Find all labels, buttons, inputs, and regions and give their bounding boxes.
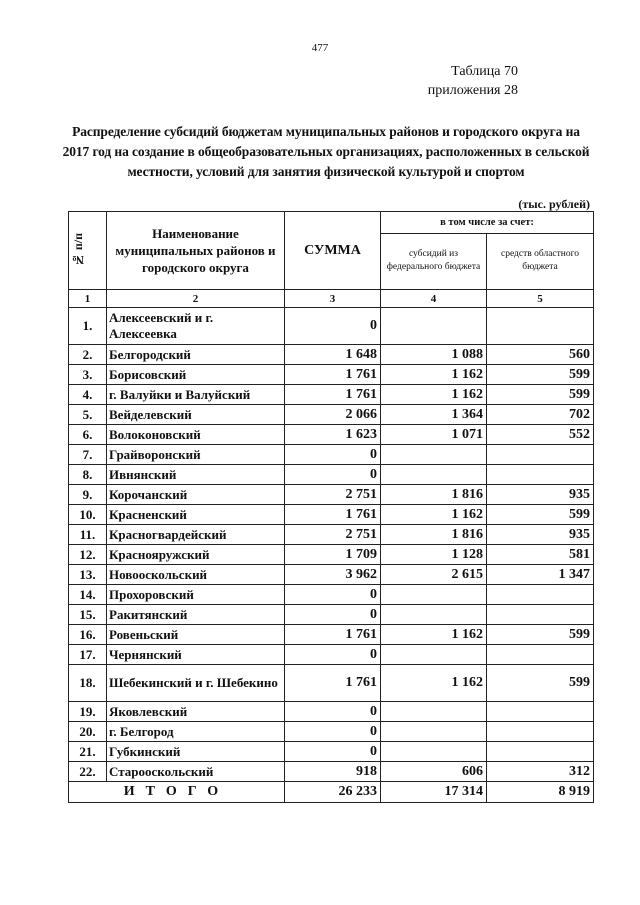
- row-number: 12.: [69, 545, 107, 565]
- row-number: 4.: [69, 385, 107, 405]
- row-number: 1.: [69, 308, 107, 345]
- row-number: 10.: [69, 505, 107, 525]
- header-federal: субсидий из федерального бюджета: [381, 233, 487, 289]
- regional-value: 935: [487, 485, 594, 505]
- federal-value: [381, 645, 487, 665]
- sum-value: 1 648: [285, 345, 381, 365]
- district-name: Вейделевский: [107, 405, 285, 425]
- district-name: г. Белгород: [107, 722, 285, 742]
- district-name: Красногвардейский: [107, 525, 285, 545]
- row-number: 21.: [69, 742, 107, 762]
- federal-value: 1 162: [381, 665, 487, 702]
- federal-value: [381, 465, 487, 485]
- federal-value: [381, 722, 487, 742]
- table-row: [69, 762, 594, 782]
- sum-value: 0: [285, 605, 381, 625]
- row-number: 8.: [69, 465, 107, 485]
- regional-value: 560: [487, 345, 594, 365]
- sum-value: 1 761: [285, 365, 381, 385]
- row-number: 11.: [69, 525, 107, 545]
- district-name: Новооскольский: [107, 565, 285, 585]
- sum-value: 2 066: [285, 405, 381, 425]
- district-name: Алексеевский и г. Алексеевка: [107, 308, 285, 345]
- table-row: [69, 742, 594, 762]
- sum-value: 0: [285, 445, 381, 465]
- sum-value: 1 761: [285, 665, 381, 702]
- row-number: 14.: [69, 585, 107, 605]
- subsidy-table: [68, 211, 594, 803]
- table-row: [69, 702, 594, 722]
- table-row: [69, 665, 594, 702]
- sum-value: 3 962: [285, 565, 381, 585]
- header-sum: СУММА: [285, 212, 381, 290]
- district-name: Корочанский: [107, 485, 285, 505]
- federal-value: 1 162: [381, 365, 487, 385]
- federal-value: 1 162: [381, 505, 487, 525]
- regional-value: 935: [487, 525, 594, 545]
- sum-value: 0: [285, 742, 381, 762]
- sum-value: 1 623: [285, 425, 381, 445]
- district-name: Чернянский: [107, 645, 285, 665]
- regional-value: [487, 702, 594, 722]
- row-number: 5.: [69, 405, 107, 425]
- regional-value: 599: [487, 665, 594, 702]
- table-row: [69, 525, 594, 545]
- table-row: [69, 405, 594, 425]
- total-row: [69, 782, 594, 803]
- regional-value: [487, 605, 594, 625]
- column-number: 5: [487, 290, 594, 308]
- total-label: ИТОГО: [69, 782, 285, 803]
- row-number: 17.: [69, 645, 107, 665]
- table-row: [69, 445, 594, 465]
- row-number: 7.: [69, 445, 107, 465]
- column-numbers-row: [69, 290, 594, 308]
- district-name: Краснояружский: [107, 545, 285, 565]
- table-row: [69, 365, 594, 385]
- federal-value: 1 071: [381, 425, 487, 445]
- header-number-label: № п/п: [71, 233, 85, 268]
- district-name: г. Валуйки и Валуйский: [107, 385, 285, 405]
- sum-value: 0: [285, 702, 381, 722]
- table-row: [69, 505, 594, 525]
- regional-value: [487, 722, 594, 742]
- appendix-reference: приложения 28: [427, 83, 518, 98]
- row-number: 15.: [69, 605, 107, 625]
- sum-value: 1 761: [285, 625, 381, 645]
- sum-value: 0: [285, 585, 381, 605]
- row-number: 16.: [69, 625, 107, 645]
- row-number: 9.: [69, 485, 107, 505]
- table-row: [69, 465, 594, 485]
- sum-value: 0: [285, 308, 381, 345]
- total-sum: 26 233: [285, 782, 381, 803]
- district-name: Губкинский: [107, 742, 285, 762]
- sum-value: 2 751: [285, 525, 381, 545]
- district-name: Красненский: [107, 505, 285, 525]
- row-number: 19.: [69, 702, 107, 722]
- regional-value: 599: [487, 505, 594, 525]
- regional-value: 599: [487, 385, 594, 405]
- total-regional: 8 919: [487, 782, 594, 803]
- sum-value: 1 709: [285, 545, 381, 565]
- units-label: (тыс. рублей): [518, 197, 590, 211]
- table-row: [69, 605, 594, 625]
- regional-value: 581: [487, 545, 594, 565]
- regional-value: [487, 465, 594, 485]
- table-row: [69, 645, 594, 665]
- federal-value: [381, 585, 487, 605]
- sum-value: 0: [285, 722, 381, 742]
- regional-value: [487, 445, 594, 465]
- district-name: Волоконовский: [107, 425, 285, 445]
- district-name: Ивнянский: [107, 465, 285, 485]
- district-name: Ракитянский: [107, 605, 285, 625]
- row-number: 3.: [69, 365, 107, 385]
- table-row: [69, 485, 594, 505]
- sum-value: 0: [285, 465, 381, 485]
- table-row: [69, 308, 594, 345]
- federal-value: 1 088: [381, 345, 487, 365]
- table-row: [69, 385, 594, 405]
- column-number: 1: [69, 290, 107, 308]
- table-row: [69, 625, 594, 645]
- regional-value: 552: [487, 425, 594, 445]
- district-name: Яковлевский: [107, 702, 285, 722]
- row-number: 6.: [69, 425, 107, 445]
- federal-value: 606: [381, 762, 487, 782]
- regional-value: [487, 585, 594, 605]
- sum-value: 1 761: [285, 505, 381, 525]
- regional-value: 599: [487, 625, 594, 645]
- regional-value: 599: [487, 365, 594, 385]
- federal-value: [381, 308, 487, 345]
- federal-value: 2 615: [381, 565, 487, 585]
- table-reference: Таблица 70: [451, 64, 518, 79]
- federal-value: 1 162: [381, 385, 487, 405]
- sum-value: 918: [285, 762, 381, 782]
- district-name: Ровеньский: [107, 625, 285, 645]
- federal-value: [381, 742, 487, 762]
- federal-value: 1 162: [381, 625, 487, 645]
- district-name: Прохоровский: [107, 585, 285, 605]
- regional-value: 702: [487, 405, 594, 425]
- district-name: Старооскольский: [107, 762, 285, 782]
- regional-value: [487, 742, 594, 762]
- row-number: 13.: [69, 565, 107, 585]
- table-row: [69, 722, 594, 742]
- federal-value: 1 364: [381, 405, 487, 425]
- column-number: 2: [107, 290, 285, 308]
- federal-value: [381, 702, 487, 722]
- header-name: Наименование муниципальных районов и городского округа: [107, 212, 285, 290]
- regional-value: 1 347: [487, 565, 594, 585]
- sum-value: 2 751: [285, 485, 381, 505]
- header-number: [69, 212, 107, 290]
- column-number: 4: [381, 290, 487, 308]
- header-regional: средств областного бюджета: [487, 233, 594, 289]
- table-row: [69, 565, 594, 585]
- federal-value: 1 128: [381, 545, 487, 565]
- sum-value: 0: [285, 645, 381, 665]
- row-number: 20.: [69, 722, 107, 742]
- federal-value: [381, 605, 487, 625]
- district-name: Борисовский: [107, 365, 285, 385]
- district-name: Белгородский: [107, 345, 285, 365]
- regional-value: [487, 308, 594, 345]
- federal-value: [381, 445, 487, 465]
- row-number: 18.: [69, 665, 107, 702]
- row-number: 22.: [69, 762, 107, 782]
- table-row: [69, 425, 594, 445]
- table-row: [69, 345, 594, 365]
- table-row: [69, 585, 594, 605]
- regional-value: [487, 645, 594, 665]
- total-federal: 17 314: [381, 782, 487, 803]
- page-number: 477: [311, 42, 329, 54]
- district-name: Грайворонский: [107, 445, 285, 465]
- regional-value: 312: [487, 762, 594, 782]
- document-title: Распределение субсидий бюджетам муниципальных районов и городского округа на 2017 год на создание в общеобразовательных организациях, расположенных в сельской местности, условий для занятия физической культурой и спортом: [62, 124, 590, 179]
- header-including: в том числе за счет:: [381, 212, 594, 234]
- column-number: 3: [285, 290, 381, 308]
- district-name: Шебекинский и г. Шебекино: [107, 665, 285, 702]
- sum-value: 1 761: [285, 385, 381, 405]
- federal-value: 1 816: [381, 485, 487, 505]
- row-number: 2.: [69, 345, 107, 365]
- federal-value: 1 816: [381, 525, 487, 545]
- table-row: [69, 545, 594, 565]
